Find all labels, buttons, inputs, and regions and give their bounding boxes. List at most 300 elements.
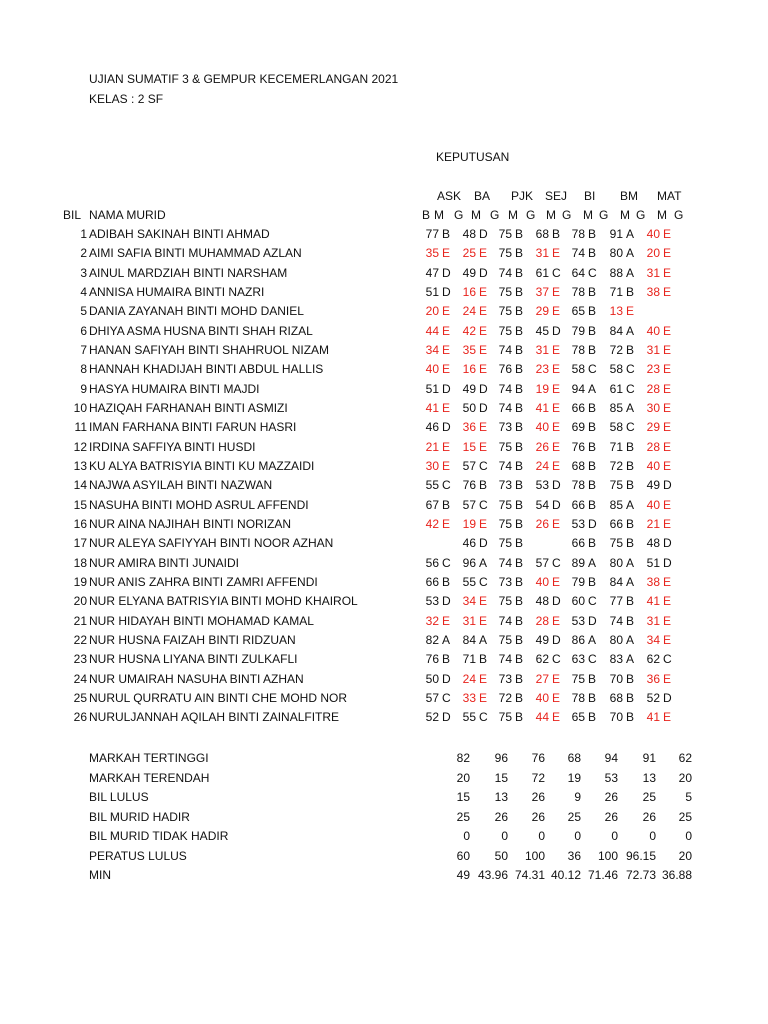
student-number: 17 [73, 536, 87, 550]
mark-grade-header: G [636, 208, 646, 222]
mark-value: 20 [425, 304, 439, 318]
grade-value: C [552, 266, 561, 280]
grade-value: B [626, 459, 635, 473]
grade-value: E [552, 614, 561, 628]
grade-value: E [663, 343, 672, 357]
grade-value: D [663, 536, 672, 550]
mark-value: 21 [425, 440, 439, 454]
summary-value: 96.15 [625, 849, 656, 863]
student-name: KU ALYA BATRISYIA BINTI KU MAZZAIDI [89, 459, 315, 473]
mark-value: 78 [571, 343, 585, 357]
grade-value: B [626, 710, 635, 724]
grade-value: E [552, 459, 561, 473]
grade-value: A [626, 246, 635, 260]
grade-value: E [479, 614, 488, 628]
grade-value: A [442, 633, 451, 647]
mark-value: 20 [646, 246, 660, 260]
grade-value: D [442, 594, 451, 608]
student-number: 6 [80, 324, 87, 338]
mark-value: 72 [609, 459, 623, 473]
summary-value: 50 [494, 849, 508, 863]
grade-value: E [663, 633, 672, 647]
grade-value: C [588, 594, 597, 608]
mark-value: 49 [462, 266, 476, 280]
grade-value: C [479, 710, 488, 724]
mark-value: 28 [535, 614, 549, 628]
mark-value: 25 [462, 246, 476, 260]
grade-value: C [588, 652, 597, 666]
grade-value: D [442, 420, 451, 434]
grade-value: E [552, 691, 561, 705]
summary-value: 53 [604, 771, 618, 785]
grade-value: B [626, 691, 635, 705]
mark-grade-header: G [490, 208, 500, 222]
mark-value: 75 [498, 517, 512, 531]
grade-value: B [588, 710, 597, 724]
grade-value: E [479, 285, 488, 299]
summary-value: 0 [611, 829, 618, 843]
mark-value: 51 [425, 285, 439, 299]
grade-value: E [479, 324, 488, 338]
grade-value: C [479, 575, 488, 589]
grade-value: C [442, 691, 451, 705]
grade-value: E [663, 246, 672, 260]
mark-value: 42 [462, 324, 476, 338]
grade-value: E [479, 420, 488, 434]
mark-value: 31 [535, 343, 549, 357]
grade-value: E [663, 285, 672, 299]
grade-value: B [588, 227, 597, 241]
grade-value: B [626, 343, 635, 357]
grade-value: E [442, 401, 451, 415]
summary-label: MIN [89, 868, 111, 882]
grade-value: D [442, 382, 451, 396]
grade-value: B [479, 652, 488, 666]
mark-value: 34 [462, 594, 476, 608]
mark-value: 80 [609, 246, 623, 260]
summary-label: MARKAH TERENDAH [89, 771, 210, 785]
mark-value: 65 [571, 304, 585, 318]
mark-value: 55 [462, 575, 476, 589]
grade-value: E [442, 362, 451, 376]
grade-value: B [626, 594, 635, 608]
summary-value: 19 [567, 771, 581, 785]
grade-value: E [479, 594, 488, 608]
mark-value: 50 [462, 401, 476, 415]
mark-value: 85 [609, 498, 623, 512]
mark-value: 80 [609, 556, 623, 570]
summary-value: 100 [524, 849, 545, 863]
grade-value: E [442, 440, 451, 454]
mark-value: 74 [498, 343, 512, 357]
mark-value: 76 [498, 362, 512, 376]
grade-value: C [588, 266, 597, 280]
mark-value: 78 [571, 691, 585, 705]
summary-value: 0 [501, 829, 508, 843]
grade-value: E [552, 304, 561, 318]
mark-value: 74 [571, 246, 585, 260]
mark-value: 55 [425, 478, 439, 492]
grade-value: B [515, 459, 524, 473]
grade-value: E [663, 710, 672, 724]
grade-value: E [663, 401, 672, 415]
mark-value: 94 [571, 382, 585, 396]
grade-value: E [442, 614, 451, 628]
mark-value: 75 [498, 536, 512, 550]
mark-value: 75 [498, 440, 512, 454]
mark-value: 91 [609, 227, 623, 241]
mark-value: 82 [425, 633, 439, 647]
mark-value: 83 [609, 652, 623, 666]
grade-value: E [552, 343, 561, 357]
grade-value: E [552, 517, 561, 531]
mark-value: 49 [535, 633, 549, 647]
grade-value: B [588, 343, 597, 357]
mark-value: 86 [571, 633, 585, 647]
student-name: NUR HUSNA LIYANA BINTI ZULKAFLI [89, 652, 298, 666]
mark-value: 19 [462, 517, 476, 531]
mark-value: 55 [462, 710, 476, 724]
summary-value: 94 [604, 751, 618, 765]
summary-value: 26 [494, 810, 508, 824]
mark-value: 62 [535, 652, 549, 666]
grade-value: C [588, 362, 597, 376]
mark-value: 76 [425, 652, 439, 666]
mark-value: 24 [535, 459, 549, 473]
summary-value: 20 [456, 771, 470, 785]
grade-value: C [626, 362, 635, 376]
summary-label: BIL LULUS [89, 790, 149, 804]
mark-value: 40 [646, 498, 660, 512]
grade-value: B [515, 382, 524, 396]
summary-value: 60 [456, 849, 470, 863]
grade-value: B [515, 324, 524, 338]
grade-value: B [588, 401, 597, 415]
grade-value: E [552, 420, 561, 434]
grade-value: B [515, 710, 524, 724]
mark-value: 77 [609, 594, 623, 608]
grade-value: B [588, 459, 597, 473]
grade-value: A [626, 324, 635, 338]
mark-value: 75 [571, 672, 585, 686]
mark-value: 35 [462, 343, 476, 357]
grade-value: E [663, 227, 672, 241]
grade-value: B [515, 536, 524, 550]
mark-value: 65 [571, 710, 585, 724]
mark-value: 31 [646, 343, 660, 357]
grade-value: B [588, 672, 597, 686]
student-name: HAZIQAH FARHANAH BINTI ASMIZI [89, 401, 288, 415]
mark-grade-header: M [657, 208, 667, 222]
mark-value: 75 [609, 536, 623, 550]
student-name: ADIBAH SAKINAH BINTI AHMAD [89, 227, 270, 241]
grade-value: B [515, 343, 524, 357]
mark-value: 33 [462, 691, 476, 705]
mark-value: 54 [535, 498, 549, 512]
grade-value: E [663, 382, 672, 396]
mark-value: 71 [609, 285, 623, 299]
summary-value: 26 [604, 810, 618, 824]
student-name: ANNISA HUMAIRA BINTI NAZRI [89, 285, 265, 299]
mark-value: 44 [535, 710, 549, 724]
grade-value: E [663, 362, 672, 376]
mark-grade-header: G [562, 208, 572, 222]
mark-value: 85 [609, 401, 623, 415]
student-name: HANNAH KHADIJAH BINTI ABDUL HALLIS [89, 362, 324, 376]
class-label: KELAS : 2 SF [89, 92, 164, 106]
grade-value: A [626, 227, 635, 241]
grade-value: A [626, 401, 635, 415]
mark-value: 69 [571, 420, 585, 434]
summary-value: 62 [678, 751, 692, 765]
mark-value: 21 [646, 517, 660, 531]
grade-value: B [515, 266, 524, 280]
summary-value: 76 [531, 751, 545, 765]
grade-value: B [442, 227, 451, 241]
mark-value: 48 [462, 227, 476, 241]
mark-value: 75 [498, 710, 512, 724]
grade-value: E [552, 672, 561, 686]
grade-value: B [515, 556, 524, 570]
mark-value: 40 [535, 420, 549, 434]
mark-value: 58 [609, 420, 623, 434]
mark-value: 56 [425, 556, 439, 570]
summary-value: 26 [531, 790, 545, 804]
summary-value: 36 [567, 849, 581, 863]
mark-value: 57 [425, 691, 439, 705]
mark-value: 74 [498, 401, 512, 415]
grade-value: C [479, 498, 488, 512]
summary-value: 26 [604, 790, 618, 804]
summary-value: 40.12 [550, 868, 581, 882]
student-name: NUR ANIS ZAHRA BINTI ZAMRI AFFENDI [89, 575, 318, 589]
grade-value: B [588, 536, 597, 550]
mark-value: 16 [462, 362, 476, 376]
mark-value: 23 [535, 362, 549, 376]
mark-grade-header: M [471, 208, 481, 222]
mark-value: 49 [462, 382, 476, 396]
grade-value: E [663, 517, 672, 531]
mark-value: 29 [535, 304, 549, 318]
student-number: 26 [73, 710, 87, 724]
mark-value: 13 [609, 304, 623, 318]
student-number: 11 [74, 420, 87, 434]
summary-value: 72 [531, 771, 545, 785]
mark-value: 71 [462, 652, 476, 666]
grade-value: C [552, 652, 561, 666]
summary-value: 20 [678, 771, 692, 785]
mark-value: 53 [571, 614, 585, 628]
student-number: 2 [80, 246, 87, 260]
mark-value: 46 [462, 536, 476, 550]
grade-value: A [626, 575, 635, 589]
summary-value: 0 [685, 829, 692, 843]
mark-value: 78 [571, 227, 585, 241]
mark-value: 75 [498, 324, 512, 338]
subject-header: BM [620, 189, 638, 203]
student-number: 15 [73, 498, 87, 512]
mark-value: 47 [425, 266, 439, 280]
mark-value: 74 [498, 652, 512, 666]
student-number: 19 [73, 575, 87, 589]
grade-value: B [626, 285, 635, 299]
mark-value: 24 [462, 672, 476, 686]
summary-value: 5 [685, 790, 692, 804]
grade-value: E [479, 343, 488, 357]
grade-value: B [515, 227, 524, 241]
grade-value: B [588, 440, 597, 454]
grade-value: B [588, 304, 597, 318]
mark-value: 42 [425, 517, 439, 531]
grade-value: D [442, 710, 451, 724]
mark-value: 61 [535, 266, 549, 280]
student-number: 23 [73, 652, 87, 666]
student-number: 13 [73, 459, 87, 473]
grade-value: E [663, 420, 672, 434]
summary-label: MARKAH TERTINGGI [89, 751, 209, 765]
student-name: NUR HIDAYAH BINTI MOHAMAD KAMAL [89, 614, 314, 628]
grade-value: E [663, 324, 672, 338]
mark-value: 70 [609, 710, 623, 724]
grade-value: D [588, 517, 597, 531]
mark-value: 37 [535, 285, 549, 299]
mark-value: 40 [535, 575, 549, 589]
student-name: HASYA HUMAIRA BINTI MAJDI [89, 382, 260, 396]
grade-value: C [479, 459, 488, 473]
grade-value: E [552, 246, 561, 260]
grade-value: D [663, 556, 672, 570]
mark-value: 75 [498, 285, 512, 299]
mark-value: 31 [646, 614, 660, 628]
mark-grade-header: M [583, 208, 593, 222]
keputusan-heading: KEPUTUSAN [436, 150, 510, 164]
mark-grade-header: G [599, 208, 609, 222]
mark-value: 24 [462, 304, 476, 318]
mark-value: 28 [646, 382, 660, 396]
mark-value: 57 [535, 556, 549, 570]
mark-value: 77 [425, 227, 439, 241]
mark-value: 51 [646, 556, 660, 570]
grade-value: B [515, 246, 524, 260]
grade-value: B [515, 478, 524, 492]
mark-value: 66 [571, 536, 585, 550]
mark-value: 26 [535, 517, 549, 531]
mark-value: 31 [646, 266, 660, 280]
student-number: 9 [80, 382, 87, 396]
summary-value: 20 [678, 849, 692, 863]
grade-value: D [588, 614, 597, 628]
student-name: DANIA ZAYANAH BINTI MOHD DANIEL [89, 304, 304, 318]
grade-value: B [515, 401, 524, 415]
grade-value: A [626, 266, 635, 280]
mark-value: 38 [646, 575, 660, 589]
grade-value: E [663, 575, 672, 589]
grade-value: D [442, 285, 451, 299]
mark-value: 44 [425, 324, 439, 338]
mark-value: 34 [425, 343, 439, 357]
mark-value: 50 [425, 672, 439, 686]
grade-value: D [663, 691, 672, 705]
mark-value: 40 [646, 459, 660, 473]
grade-value: B [588, 498, 597, 512]
mark-value: 52 [646, 691, 660, 705]
mark-value: 40 [646, 324, 660, 338]
mark-grade-header: G [674, 208, 684, 222]
grade-value: E [552, 710, 561, 724]
student-name: NAJWA ASYILAH BINTI NAZWAN [89, 478, 273, 492]
mark-value: 68 [571, 459, 585, 473]
student-number: 5 [80, 304, 87, 318]
grade-value: E [479, 440, 488, 454]
mark-value: 96 [462, 556, 476, 570]
student-number: 25 [73, 691, 87, 705]
student-name: NUR AINA NAJIHAH BINTI NORIZAN [89, 517, 292, 531]
grade-value: C [442, 478, 451, 492]
mark-value: 58 [571, 362, 585, 376]
grade-value: A [626, 633, 635, 647]
grade-value: D [552, 324, 561, 338]
summary-value: 25 [456, 810, 470, 824]
mark-value: 75 [498, 633, 512, 647]
mark-value: 41 [646, 710, 660, 724]
grade-value: D [663, 478, 672, 492]
grade-value: B [552, 227, 561, 241]
grade-value: E [479, 691, 488, 705]
mark-value: 70 [609, 672, 623, 686]
grade-value: E [626, 304, 635, 318]
mark-value: 74 [498, 382, 512, 396]
summary-value: 15 [494, 771, 508, 785]
grade-value: E [442, 517, 451, 531]
mark-value: 31 [535, 246, 549, 260]
subject-header: PJK [511, 189, 534, 203]
grade-value: E [663, 440, 672, 454]
summary-value: 0 [649, 829, 656, 843]
grade-value: B [515, 517, 524, 531]
mark-value: 53 [425, 594, 439, 608]
student-number: 18 [73, 556, 87, 570]
grade-value: B [442, 575, 451, 589]
summary-value: 26 [531, 810, 545, 824]
mark-value: 64 [571, 266, 585, 280]
mark-value: 28 [646, 440, 660, 454]
mark-value: 48 [646, 536, 660, 550]
grade-value: D [479, 227, 488, 241]
mark-value: 75 [498, 594, 512, 608]
mark-value: 84 [609, 575, 623, 589]
student-number: 12 [73, 440, 87, 454]
grade-value: E [663, 266, 672, 280]
mark-value: 80 [609, 633, 623, 647]
grade-value: A [479, 633, 488, 647]
grade-value: E [663, 594, 672, 608]
student-number: 20 [73, 594, 87, 608]
mark-value: 79 [571, 324, 585, 338]
mark-value: 75 [609, 478, 623, 492]
mark-value: 73 [498, 420, 512, 434]
summary-value: 49 [456, 868, 470, 882]
summary-value: 72.73 [625, 868, 656, 882]
grade-value: D [552, 498, 561, 512]
summary-label: BIL MURID HADIR [89, 810, 190, 824]
mark-value: 74 [498, 459, 512, 473]
grade-value: B [588, 285, 597, 299]
student-number: 1 [80, 227, 87, 241]
mark-value: 73 [498, 672, 512, 686]
grade-value: E [479, 304, 488, 318]
mark-value: 41 [535, 401, 549, 415]
summary-value: 15 [456, 790, 470, 804]
